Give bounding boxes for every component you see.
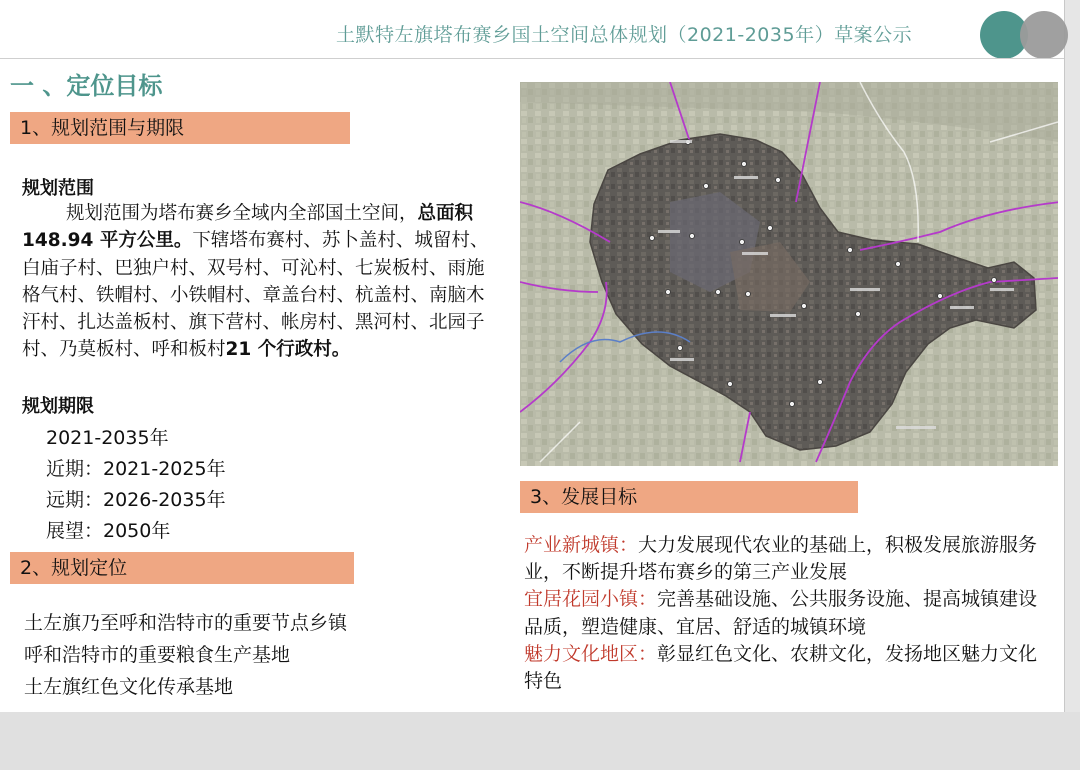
development-goal-bar: 3、发展目标 — [520, 481, 858, 513]
goal-key-culture: 魅力文化地区： — [524, 642, 658, 665]
positioning-item: 土左旗乃至呼和浩特市的重要节点乡镇 — [24, 612, 348, 634]
section-title: 一 、定位目标 — [10, 72, 163, 100]
scope-heading: 规划范围 — [22, 178, 94, 199]
scope-area: 总面积148.94 平方公里。 — [22, 203, 474, 252]
scope-paragraph — [22, 200, 498, 364]
goal-key-industry: 产业新城镇： — [524, 534, 639, 556]
period-heading: 规划期限 — [22, 396, 94, 417]
header-divider — [0, 58, 1064, 59]
development-goals — [524, 532, 1054, 695]
goal-text-culture: 彰显红色文化、农耕文化，发扬地区魅力文化特色 — [524, 642, 1038, 693]
bottom-band — [0, 712, 1080, 770]
scope-villages: 下辖塔布赛村、苏卜盖村、城留村、白庙子村、巴独户村、双号村、可沁村、七炭板村、雨施格气村、铁帽村、小铁帽村、章盖台村、杭盖村、南脑木汗村、扎达盖板村、旗下营村、帐房村、黑河村、北园子村、乃莫板村、呼和板村 — [22, 230, 489, 361]
planning-scope-bar: 1、规划范围与期限 — [10, 112, 350, 144]
scope-count: 21 个行政村。 — [225, 339, 351, 361]
goal-key-livable: 宜居花园小镇： — [524, 588, 658, 611]
header-title: 土默特左旗塔布赛乡国土空间总体规划（2021-2035年）草案公示 — [336, 24, 913, 46]
period-item: 展望：2050年 — [46, 520, 171, 542]
positioning-bar: 2、规划定位 — [10, 552, 354, 584]
period-item: 2021-2035年 — [46, 427, 169, 449]
goal-text-industry: 大力发展现代农业的基础上，积极发展旅游服务业，不断提升塔布赛乡的第三产业发展 — [524, 534, 1038, 584]
decor-circle-gray — [1020, 11, 1068, 59]
positioning-item: 土左旗红色文化传承基地 — [24, 676, 234, 698]
period-item: 远期：2026-2035年 — [46, 489, 226, 511]
positioning-item: 呼和浩特市的重要粮食生产基地 — [24, 644, 291, 666]
goal-text-livable: 完善基础设施、公共服务设施、提高城镇建设品质，塑造健康、宜居、舒适的城镇环境 — [524, 588, 1038, 638]
scope-intro: 规划范围为塔布赛乡全域内全部国土空间， — [66, 203, 418, 224]
period-item: 近期：2021-2025年 — [46, 458, 226, 480]
satellite-map-image — [520, 82, 1058, 466]
